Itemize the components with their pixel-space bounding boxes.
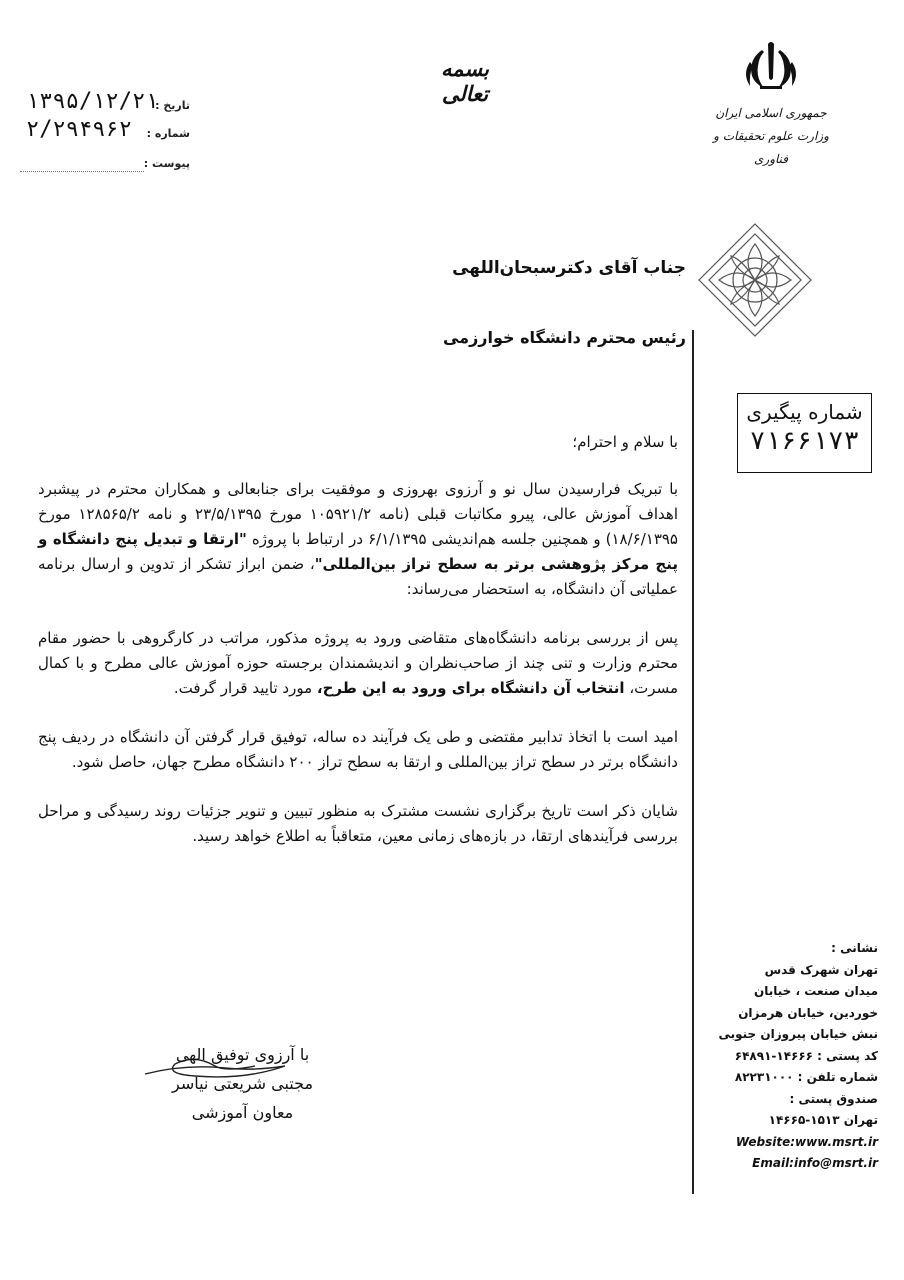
date-row (20, 88, 190, 116)
paragraph-3: امید است با اتخاذ تدابیر مقتضی و طی یک فرآیند ده ساله، توفیق قرار گرفتن آن دانشگاه در ردیف پنج دانشگاه برتر در سطح تراز بین‌المللی و ارتقا به سطح تراز ۲۰۰ دانشگاه مطرح جهان، حاصل شود. (38, 728, 678, 771)
project-title: "ارتقا و تبدیل پنج دانشگاه و پنج مرکز پژوهشی برتر به سطح تراز بین‌المللی" (38, 530, 678, 573)
address-line: نبش خیابان پیروزان جنوبی (718, 1027, 878, 1041)
decorative-ornament-icon (697, 222, 813, 338)
ministry-name (700, 102, 842, 171)
org-line-country: جمهوری اسلامی ایران (715, 106, 827, 120)
paragraph-1-text-a: با تبریک فرارسیدن سال نو و آرزوی بهروزی و موفقیت برای جنابعالی و همکاران محترم در پیشبرد اهداف آموزش عالی، پیرو مکاتبات قبلی (نامه ۱۰۵۹۲۱/۲ مورخ ۲۳/۵/۱۳۹۵ و نامه ۱۲۸۵۶۵/۲ مورخ ۱۸/۶/۱۳۹۵) و همچنین جلسه هم‌اندیشی ۶/۱/۱۳۹۵ در ارتباط با پروژه (38, 480, 679, 548)
address-line: خوردین، خیابان هرمزان (738, 1005, 878, 1020)
greeting: با سلام و احترام؛ (572, 433, 678, 451)
tracking-number-box (737, 393, 872, 473)
ministry-address (700, 938, 878, 1175)
paragraph-4: شایان ذکر است تاریخ برگزاری نشست مشترک به منظور تبیین و تنویر جزئیات روند رسیدگی و مراحل بررسی فرآیندهای ارتقا، در بازه‌های زمانی معین، متعاقباً به اطلاع خواهد رسید. (38, 802, 678, 845)
number-label: شماره : (146, 127, 190, 140)
paragraph-2-text-b: مورد تایید قرار گرفت. (173, 679, 317, 697)
date-value: ۱۳۹۵/۱۲/۲۱ (26, 89, 159, 114)
margin-vertical-rule (692, 330, 694, 1194)
signatory-name: مجتبی شریعتی نیاسر (171, 1074, 314, 1093)
signatory-position: معاون آموزشی (191, 1103, 294, 1122)
address-label: نشانی : (831, 941, 878, 955)
phone-number: شماره تلفن : ۸۲۲۳۱۰۰۰ (734, 1070, 878, 1084)
addressee-title: رئیس محترم دانشگاه خوارزمی (442, 328, 686, 347)
paragraph-1-text-b: ، ضمن ابراز تشکر از تدوین و ارسال برنامه عملیاتی آن دانشگاه، به استحضار می‌رساند: (38, 555, 678, 598)
po-box-label: صندوق پستی : (789, 1091, 878, 1106)
signature-closing: با آرزوی توفیق الهی (175, 1045, 310, 1064)
number-value: ۲/۲۹۴۹۶۲ (26, 117, 132, 142)
address-line: میدان صنعت ، خیابان (754, 984, 878, 998)
postal-code: کد پستی : ۱۴۶۶۶-۶۴۸۹۱ (734, 1048, 878, 1063)
paragraph-1 (38, 477, 678, 602)
number-row (20, 116, 190, 144)
address-line: تهران شهرک قدس (764, 962, 878, 977)
attachment-row (20, 146, 190, 174)
paragraph-2-text-a: پس از بررسی برنامه دانشگاه‌های متقاضی ورود به پروژه مذکور، مراتب در کارگروهی با حضور مقام محترم وزارت و تنی چند از صاحب‌نظران و اندیشمندان برجسته حوزه آموزش عالی مطرح و با کمال مسرت، (38, 629, 678, 697)
org-line-ministry: وزارت علوم تحقیقات و فناوری (713, 129, 829, 166)
attachment-label: پیوست : (143, 157, 190, 170)
paragraph-2 (38, 626, 678, 701)
selection-statement: انتخاب آن دانشگاه برای ورود به این طرح، (316, 679, 625, 697)
addressee-name: جناب آقای دکترسبحان‌اللهی (452, 258, 686, 278)
letter-body (38, 430, 678, 873)
date-label: تاریخ : (155, 99, 190, 112)
email-link[interactable]: Email:info@msrt.ir (752, 1156, 878, 1170)
po-box-value: تهران ۱۵۱۳-۱۴۶۶۵ (768, 1113, 878, 1127)
website-link[interactable]: Website:www.msrt.ir (735, 1134, 878, 1149)
attachment-line (20, 171, 144, 172)
bismillah-heading: بسمه تعالی (441, 56, 489, 106)
tracking-label: شماره پیگیری (746, 400, 863, 424)
signature-block (150, 1040, 335, 1127)
tracking-number: ۷۱۶۶۱۷۳ (749, 426, 860, 456)
iran-emblem-icon (742, 40, 800, 94)
